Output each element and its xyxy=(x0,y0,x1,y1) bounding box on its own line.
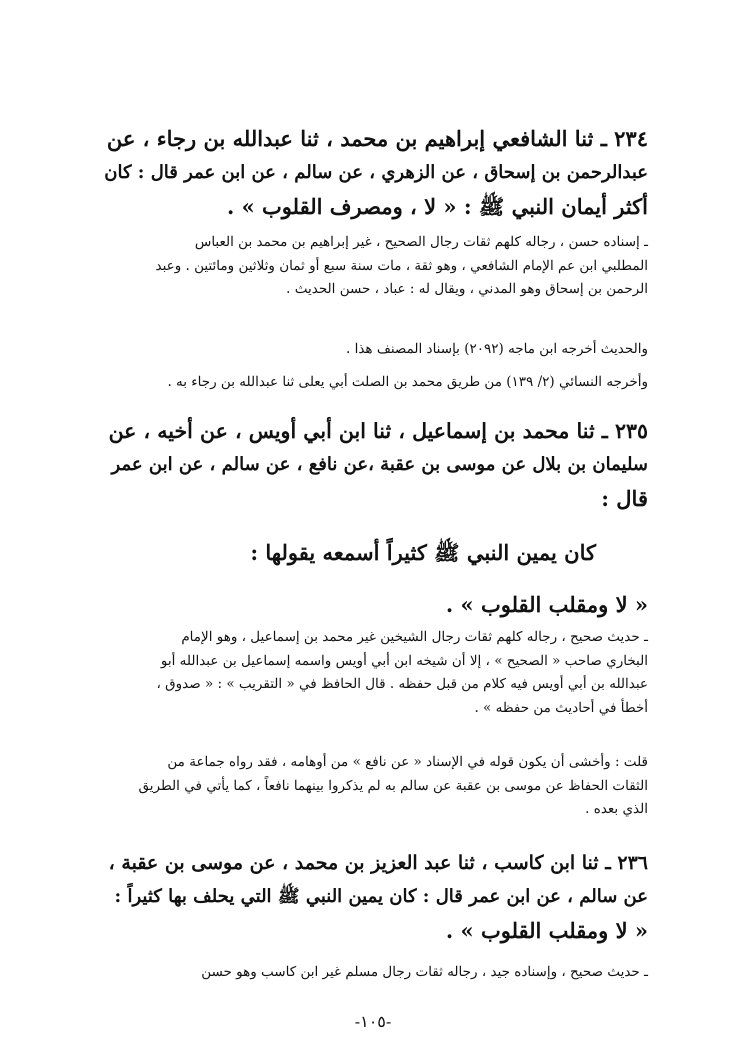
hadith-235 xyxy=(102,414,648,516)
hadith-line: عبدالرحمن بن إسحاق ، عن الزهري ، عن سالم ، عن ابن عمر قال : كان xyxy=(104,162,648,183)
hadith-line: عن سالم ، عن ابن عمر قال : كان يمين النبي ﷺ التي يحلف بها كثيراً : xyxy=(114,886,648,907)
hadith-line: « لا ومقلب القلوب » . xyxy=(445,918,648,943)
commentary-235-remark xyxy=(102,751,648,822)
commentary-line: أخطأ في أحاديث من حفظه » . xyxy=(474,699,648,716)
hadith-234 xyxy=(102,122,648,224)
commentary-line: المطلبي ابن عم الإمام الشافعي ، وهو ثقة ، مات سنة سبع أو ثمان وثلاثين ومائتين . وعبد xyxy=(155,257,648,274)
hadith-235-quote-text: « لا ومقلب القلوب » . xyxy=(445,592,648,617)
commentary-line: ـ إسناده حسن ، رجاله كلهم ثقات رجال الصحيح ، غير إبراهيم بن محمد بن العباس xyxy=(194,234,648,250)
takhrij-nasai xyxy=(102,371,648,395)
hadith-line: قال : xyxy=(601,486,648,511)
commentary-line: الرحمن بن إسحاق وهو المدني ، ويقال له : عباد ، حسن الحديث . xyxy=(286,281,648,297)
hadith-line: ٢٣٦ ـ ثنا ابن كاسب ، ثنا عبد العزيز بن محمد ، عن موسى بن عقبة ، xyxy=(108,852,648,874)
commentary-234 xyxy=(102,231,648,302)
commentary-236 xyxy=(102,961,648,985)
takhrij-line: وأخرجه النسائي (٢/ ١٣٩) من طريق محمد بن الصلت أبي يعلى ثنا عبدالله بن رجاء به . xyxy=(167,374,648,390)
commentary-line: ـ حديث صحيح ، وإسناده جيد ، رجاله ثقات رجال مسلم غير ابن كاسب وهو حسن xyxy=(201,964,648,980)
hadith-235-quote: كان يمين النبي ﷺ كثيراً أسمعه يقولها : xyxy=(250,540,596,565)
commentary-line: عبدالله بن أبي أويس فيه كلام من قبل حفظه . قال الحافظ في « التقريب » : « صدوق ، xyxy=(156,676,648,692)
takhrij-line: والحديث أخرجه ابن ماجه (٢٠٩٢) بإسناد المصنف هذا . xyxy=(346,341,648,357)
takhrij-ibn-majah xyxy=(102,338,648,362)
hadith-line: ٢٣٤ ـ ثنا الشافعي إبراهيم بن محمد ، ثنا عبدالله بن رجاء ، عن xyxy=(106,126,648,151)
commentary-line: الثقات الحفاظ عن موسى بن عقبة عن سالم به لم يذكروا بينهما نافعاً ، كما يأتي في الطريق xyxy=(138,777,648,794)
commentary-line: قلت : وأخشى أن يكون قوله في الإسناد « عن نافع » من أوهامه ، فقد رواه جماعة من xyxy=(167,754,648,770)
hadith-line: ٢٣٥ ـ ثنا محمد بن إسماعيل ، ثنا ابن أبي أويس ، عن أخيه ، عن xyxy=(108,419,648,443)
hadith-line: سليمان بن بلال عن موسى بن عقبة ،عن نافع ، عن سالم ، عن ابن عمر xyxy=(111,454,648,475)
page-number: -١٠٥- xyxy=(354,1012,392,1031)
commentary-line: ـ حديث صحيح ، رجاله كلهم ثقات رجال الشيخين غير محمد بن إسماعيل ، وهو الإمام xyxy=(181,629,648,645)
hadith-236 xyxy=(102,846,648,948)
commentary-line: الذي بعده . xyxy=(585,801,648,817)
commentary-line: البخاري صاحب « الصحيح » ، إلا أن شيخه ابن أبي أويس واسمه إسماعيل بن عبدالله أبو xyxy=(160,652,648,669)
commentary-235 xyxy=(102,626,648,720)
hadith-line: أكثر أيمان النبي ﷺ : « لا ، ومصرف القلوب » . xyxy=(226,194,648,219)
